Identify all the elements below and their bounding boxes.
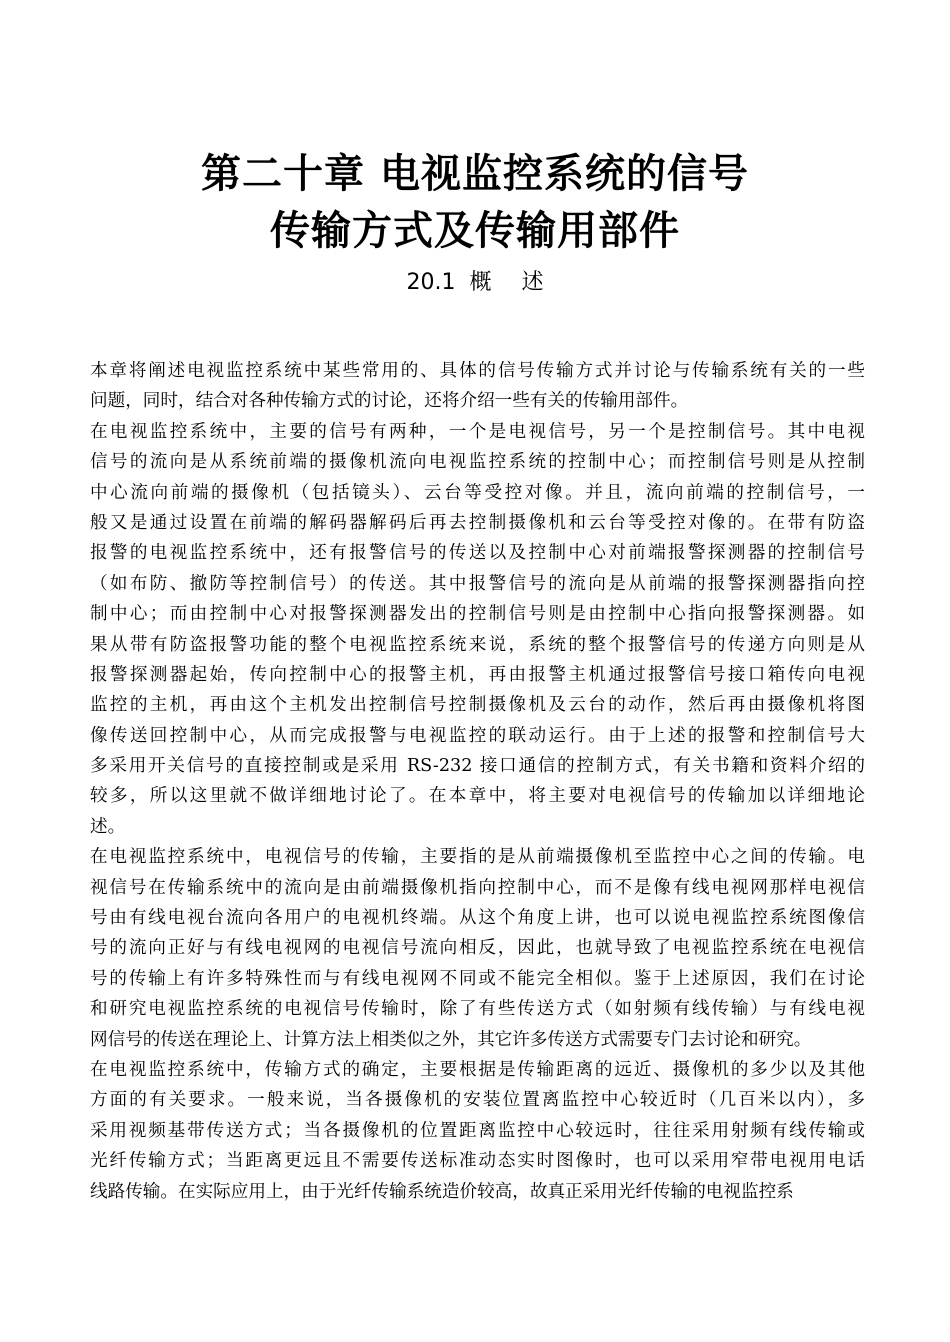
paragraph-line: 报警探测器起始，传向控制中心的报警主机，再由报警主机通过报警信号接口箱传向电视: [90, 664, 865, 685]
paragraph-line: 号由有线电视台流向各用户的电视机终端。从这个角度上讲，也可以说电视监控系统图像信: [90, 908, 865, 929]
paragraph-line: 像传送回控制中心，从而完成报警与电视监控的联动运行。由于上述的报警和控制信号大: [90, 725, 865, 746]
section-name: 概述: [469, 270, 574, 295]
paragraph-line: 信号的流向是从系统前端的摄像机流向电视监控系统的控制中心；而控制信号则是从控制: [90, 452, 865, 473]
paragraph: [90, 842, 865, 1055]
paragraph-line: 监控的主机，再由这个主机发出控制信号控制摄像机及云台的动作，然后再由摄像机将图: [90, 695, 865, 716]
paragraph-line: 和研究电视监控系统的电视信号传输时，除了有些传送方式（如射频有线传输）与有线电视: [90, 999, 865, 1020]
paragraph-line: 采用视频基带传送方式；当各摄像机的位置距离监控中心较远时，往往采用射频有线传输或: [90, 1120, 865, 1141]
paragraph-line: 光纤传输方式；当距离更远且不需要传送标准动态实时图像时，也可以采用窄带电视用电话: [90, 1151, 865, 1172]
paragraph-line: 网信号的传送在理论上、计算方法上相类似之外，其它许多传送方式需要专门去讨论和研究。: [90, 1029, 812, 1050]
paragraph-line: 般又是通过设置在前端的解码器解码后再去控制摄像机和云台等受控对像的。在带有防盗: [90, 512, 865, 533]
paragraph-line: 较多，所以这里就不做详细地讨论了。在本章中，将主要对电视信号的传输加以详细地论: [90, 786, 865, 807]
paragraph-line: 报警的电视监控系统中，还有报警信号的传送以及控制中心对前端报警探测器的控制信号: [90, 543, 865, 564]
chapter-title-line-1: 第二十章 电视监控系统的信号: [201, 150, 749, 197]
paragraph: [90, 417, 865, 842]
section-heading: [0, 266, 950, 300]
paragraph-line: 多采用开关信号的直接控制或是采用 RS-232 接口通信的控制方式，有关书籍和资料介绍的: [90, 756, 865, 777]
paragraph: [90, 356, 865, 417]
section-number: 20.1: [406, 270, 456, 295]
paragraph: [90, 1055, 865, 1207]
paragraph-line: 述。: [90, 816, 126, 837]
paragraph-line: 在电视监控系统中，电视信号的传输，主要指的是从前端摄像机至监控中心之间的传输。电: [90, 847, 865, 868]
paragraph-line: 方面的有关要求。一般来说，当各摄像机的安装位置离监控中心较近时（几百米以内），多: [90, 1090, 865, 1111]
paragraph-line: 视信号在传输系统中的流向是由前端摄像机指向控制中心，而不是像有线电视网那样电视信: [90, 877, 865, 898]
paragraph-line: 号的传输上有许多特殊性而与有线电视网不同或不能完全相似。鉴于上述原因，我们在讨论: [90, 968, 865, 989]
paragraph-line: 线路传输。在实际应用上，由于光纤传输系统造价较高，故真正采用光纤传输的电视监控系: [90, 1181, 794, 1202]
paragraph-line: 在电视监控系统中，传输方式的确定，主要根据是传输距离的远近、摄像机的多少以及其他: [90, 1059, 865, 1080]
paragraph-line: 中心流向前端的摄像机（包括镜头）、云台等受控对像。并且，流向前端的控制信号，一: [90, 482, 865, 503]
paragraph-line: （如布防、撤防等控制信号）的传送。其中报警信号的流向是从前端的报警探测器指向控: [90, 573, 865, 594]
paragraph-line: 制中心；而由控制中心对报警探测器发出的控制信号则是由控制中心指向报警探测器。如: [90, 604, 865, 625]
paragraph-line: 号的流向正好与有线电视网的电视信号流向相反，因此，也就导致了电视监控系统在电视信: [90, 938, 865, 959]
chapter-title-line-2: 传输方式及传输用部件: [270, 207, 680, 254]
paragraph-line: 本章将阐述电视监控系统中某些常用的、具体的信号传输方式并讨论与传输系统有关的一些: [90, 361, 865, 381]
paragraph-line: 问题，同时，结合对各种传输方式的讨论，还将介绍一些有关的传输用部件。: [90, 391, 689, 412]
paragraph-line: 果从带有防盗报警功能的整个电视监控系统来说，系统的整个报警信号的传递方向则是从: [90, 634, 865, 655]
paragraph-line: 在电视监控系统中，主要的信号有两种，一个是电视信号，另一个是控制信号。其中电视: [90, 421, 865, 442]
body-text: [90, 356, 865, 1207]
